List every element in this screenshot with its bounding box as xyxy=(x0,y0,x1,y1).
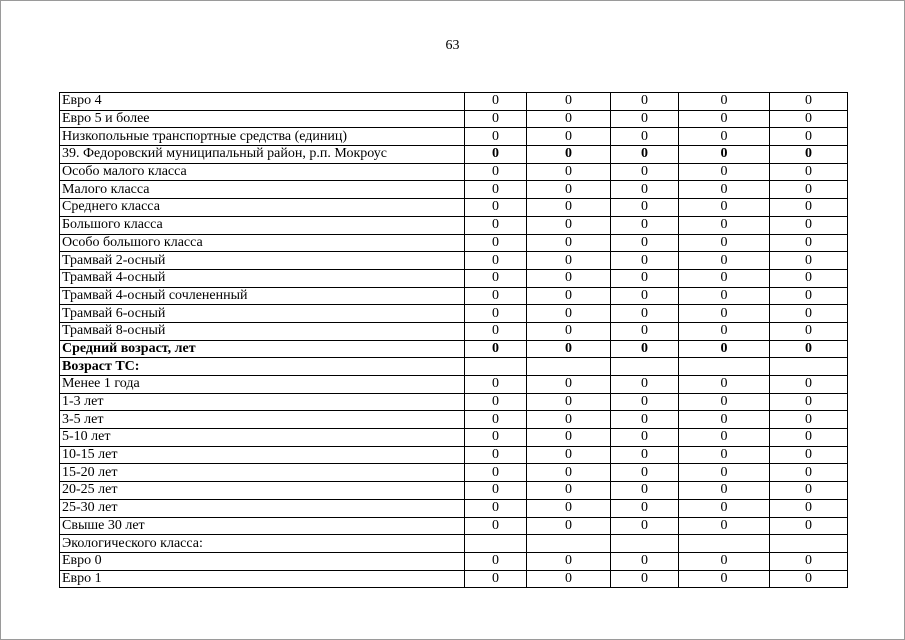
row-label: 10-15 лет xyxy=(60,446,465,464)
table-row xyxy=(60,499,848,517)
value-cell: 0 xyxy=(465,340,527,358)
value-cell: 0 xyxy=(679,146,770,164)
row-label: Возраст ТС: xyxy=(60,358,465,376)
row-label: Особо большого класса xyxy=(60,234,465,252)
value-cell: 0 xyxy=(770,93,848,111)
row-label: Особо малого класса xyxy=(60,163,465,181)
value-cell xyxy=(611,535,679,553)
table-row xyxy=(60,464,848,482)
value-cell: 0 xyxy=(770,252,848,270)
row-label: Большого класса xyxy=(60,216,465,234)
value-cell: 0 xyxy=(679,93,770,111)
value-cell: 0 xyxy=(679,234,770,252)
value-cell: 0 xyxy=(770,146,848,164)
value-cell: 0 xyxy=(679,393,770,411)
value-cell: 0 xyxy=(611,411,679,429)
value-cell: 0 xyxy=(679,269,770,287)
row-label: Средний возраст, лет xyxy=(60,340,465,358)
value-cell: 0 xyxy=(465,517,527,535)
table-row xyxy=(60,322,848,340)
table-row xyxy=(60,199,848,217)
value-cell: 0 xyxy=(465,376,527,394)
row-label: Евро 4 xyxy=(60,93,465,111)
value-cell xyxy=(770,358,848,376)
row-label: 1-3 лет xyxy=(60,393,465,411)
value-cell xyxy=(770,535,848,553)
row-label: 20-25 лет xyxy=(60,482,465,500)
value-cell: 0 xyxy=(611,499,679,517)
value-cell: 0 xyxy=(679,216,770,234)
value-cell xyxy=(465,535,527,553)
value-cell: 0 xyxy=(679,446,770,464)
value-cell: 0 xyxy=(770,234,848,252)
value-cell: 0 xyxy=(770,322,848,340)
row-label: 3-5 лет xyxy=(60,411,465,429)
value-cell: 0 xyxy=(770,482,848,500)
value-cell: 0 xyxy=(770,216,848,234)
value-cell xyxy=(679,358,770,376)
value-cell: 0 xyxy=(465,305,527,323)
row-label: Трамвай 2-осный xyxy=(60,252,465,270)
table-row xyxy=(60,287,848,305)
table-row xyxy=(60,393,848,411)
value-cell: 0 xyxy=(611,393,679,411)
value-cell: 0 xyxy=(527,570,611,588)
value-cell: 0 xyxy=(465,110,527,128)
value-cell: 0 xyxy=(770,269,848,287)
row-label: Низкопольные транспортные средства (единиц) xyxy=(60,128,465,146)
table-row xyxy=(60,181,848,199)
value-cell: 0 xyxy=(465,446,527,464)
value-cell: 0 xyxy=(770,517,848,535)
value-cell: 0 xyxy=(611,482,679,500)
row-label: 25-30 лет xyxy=(60,499,465,517)
value-cell: 0 xyxy=(465,234,527,252)
value-cell: 0 xyxy=(611,322,679,340)
table-row xyxy=(60,252,848,270)
value-cell: 0 xyxy=(679,128,770,146)
value-cell: 0 xyxy=(770,376,848,394)
value-cell xyxy=(527,358,611,376)
value-cell: 0 xyxy=(465,393,527,411)
value-cell: 0 xyxy=(679,570,770,588)
value-cell: 0 xyxy=(770,464,848,482)
value-cell: 0 xyxy=(527,287,611,305)
value-cell: 0 xyxy=(527,128,611,146)
value-cell: 0 xyxy=(611,216,679,234)
value-cell: 0 xyxy=(527,269,611,287)
value-cell: 0 xyxy=(465,411,527,429)
value-cell: 0 xyxy=(770,128,848,146)
value-cell: 0 xyxy=(611,93,679,111)
value-cell: 0 xyxy=(679,305,770,323)
table-body xyxy=(60,93,848,588)
value-cell: 0 xyxy=(679,110,770,128)
value-cell: 0 xyxy=(465,464,527,482)
value-cell: 0 xyxy=(611,128,679,146)
row-label: 15-20 лет xyxy=(60,464,465,482)
value-cell: 0 xyxy=(527,163,611,181)
value-cell: 0 xyxy=(465,499,527,517)
value-cell: 0 xyxy=(527,429,611,447)
value-cell: 0 xyxy=(770,181,848,199)
table-row xyxy=(60,163,848,181)
value-cell: 0 xyxy=(679,411,770,429)
table-row xyxy=(60,216,848,234)
value-cell: 0 xyxy=(679,552,770,570)
value-cell: 0 xyxy=(770,110,848,128)
value-cell: 0 xyxy=(611,429,679,447)
value-cell: 0 xyxy=(527,464,611,482)
value-cell: 0 xyxy=(770,163,848,181)
value-cell: 0 xyxy=(465,199,527,217)
value-cell: 0 xyxy=(611,163,679,181)
value-cell: 0 xyxy=(611,199,679,217)
value-cell: 0 xyxy=(527,146,611,164)
value-cell: 0 xyxy=(527,305,611,323)
value-cell: 0 xyxy=(527,446,611,464)
value-cell: 0 xyxy=(770,287,848,305)
row-label: 39. Федоровский муниципальный район, р.п. Мокроус xyxy=(60,146,465,164)
value-cell: 0 xyxy=(465,322,527,340)
value-cell xyxy=(527,535,611,553)
value-cell: 0 xyxy=(679,482,770,500)
value-cell: 0 xyxy=(465,482,527,500)
value-cell: 0 xyxy=(611,181,679,199)
value-cell: 0 xyxy=(679,322,770,340)
value-cell: 0 xyxy=(770,446,848,464)
table-row xyxy=(60,234,848,252)
row-label: Менее 1 года xyxy=(60,376,465,394)
value-cell: 0 xyxy=(611,517,679,535)
value-cell: 0 xyxy=(611,110,679,128)
table-row xyxy=(60,93,848,111)
value-cell: 0 xyxy=(465,269,527,287)
row-label: Среднего класса xyxy=(60,199,465,217)
table-row xyxy=(60,552,848,570)
value-cell xyxy=(611,358,679,376)
value-cell: 0 xyxy=(527,216,611,234)
value-cell: 0 xyxy=(527,252,611,270)
row-label: Евро 1 xyxy=(60,570,465,588)
value-cell: 0 xyxy=(611,305,679,323)
value-cell: 0 xyxy=(679,429,770,447)
data-table xyxy=(59,92,848,588)
value-cell: 0 xyxy=(611,234,679,252)
value-cell: 0 xyxy=(770,411,848,429)
table-row xyxy=(60,535,848,553)
value-cell: 0 xyxy=(770,199,848,217)
row-label: Евро 5 и более xyxy=(60,110,465,128)
value-cell: 0 xyxy=(611,340,679,358)
row-label: 5-10 лет xyxy=(60,429,465,447)
table-row xyxy=(60,411,848,429)
value-cell: 0 xyxy=(679,376,770,394)
value-cell: 0 xyxy=(611,552,679,570)
value-cell: 0 xyxy=(611,446,679,464)
value-cell: 0 xyxy=(527,552,611,570)
table-row xyxy=(60,482,848,500)
value-cell xyxy=(465,358,527,376)
value-cell: 0 xyxy=(465,128,527,146)
value-cell: 0 xyxy=(679,199,770,217)
value-cell: 0 xyxy=(465,287,527,305)
table-row xyxy=(60,517,848,535)
row-label: Евро 0 xyxy=(60,552,465,570)
value-cell: 0 xyxy=(679,517,770,535)
value-cell: 0 xyxy=(770,429,848,447)
row-label: Трамвай 4-осный сочлененный xyxy=(60,287,465,305)
value-cell: 0 xyxy=(770,552,848,570)
value-cell: 0 xyxy=(679,499,770,517)
value-cell: 0 xyxy=(465,570,527,588)
row-label: Трамвай 8-осный xyxy=(60,322,465,340)
value-cell: 0 xyxy=(527,499,611,517)
value-cell: 0 xyxy=(679,464,770,482)
value-cell: 0 xyxy=(527,376,611,394)
value-cell: 0 xyxy=(611,570,679,588)
value-cell: 0 xyxy=(465,93,527,111)
value-cell: 0 xyxy=(527,181,611,199)
value-cell: 0 xyxy=(465,252,527,270)
value-cell: 0 xyxy=(465,552,527,570)
row-label: Трамвай 4-осный xyxy=(60,269,465,287)
value-cell: 0 xyxy=(611,376,679,394)
row-label: Малого класса xyxy=(60,181,465,199)
value-cell: 0 xyxy=(527,411,611,429)
value-cell: 0 xyxy=(527,517,611,535)
value-cell: 0 xyxy=(465,429,527,447)
table-row xyxy=(60,358,848,376)
value-cell: 0 xyxy=(527,93,611,111)
value-cell: 0 xyxy=(527,393,611,411)
value-cell: 0 xyxy=(465,146,527,164)
value-cell: 0 xyxy=(465,181,527,199)
value-cell: 0 xyxy=(770,340,848,358)
value-cell: 0 xyxy=(527,340,611,358)
table-row xyxy=(60,376,848,394)
value-cell: 0 xyxy=(679,340,770,358)
value-cell: 0 xyxy=(770,305,848,323)
value-cell: 0 xyxy=(527,322,611,340)
table-row xyxy=(60,146,848,164)
value-cell: 0 xyxy=(527,482,611,500)
value-cell: 0 xyxy=(770,570,848,588)
value-cell: 0 xyxy=(679,163,770,181)
value-cell: 0 xyxy=(611,146,679,164)
table-row xyxy=(60,128,848,146)
page-number: 63 xyxy=(445,38,460,53)
value-cell: 0 xyxy=(679,181,770,199)
value-cell: 0 xyxy=(465,163,527,181)
row-label: Свыше 30 лет xyxy=(60,517,465,535)
row-label: Трамвай 6-осный xyxy=(60,305,465,323)
row-label: Экологического класса: xyxy=(60,535,465,553)
value-cell: 0 xyxy=(465,216,527,234)
value-cell xyxy=(679,535,770,553)
value-cell: 0 xyxy=(611,287,679,305)
table-row xyxy=(60,570,848,588)
value-cell: 0 xyxy=(527,199,611,217)
table-row xyxy=(60,269,848,287)
table-row xyxy=(60,110,848,128)
value-cell: 0 xyxy=(770,393,848,411)
value-cell: 0 xyxy=(679,252,770,270)
table-row xyxy=(60,340,848,358)
value-cell: 0 xyxy=(611,464,679,482)
value-cell: 0 xyxy=(611,252,679,270)
table-row xyxy=(60,305,848,323)
value-cell: 0 xyxy=(527,234,611,252)
value-cell: 0 xyxy=(679,287,770,305)
table-row xyxy=(60,446,848,464)
value-cell: 0 xyxy=(770,499,848,517)
value-cell: 0 xyxy=(611,269,679,287)
table-row xyxy=(60,429,848,447)
value-cell: 0 xyxy=(527,110,611,128)
